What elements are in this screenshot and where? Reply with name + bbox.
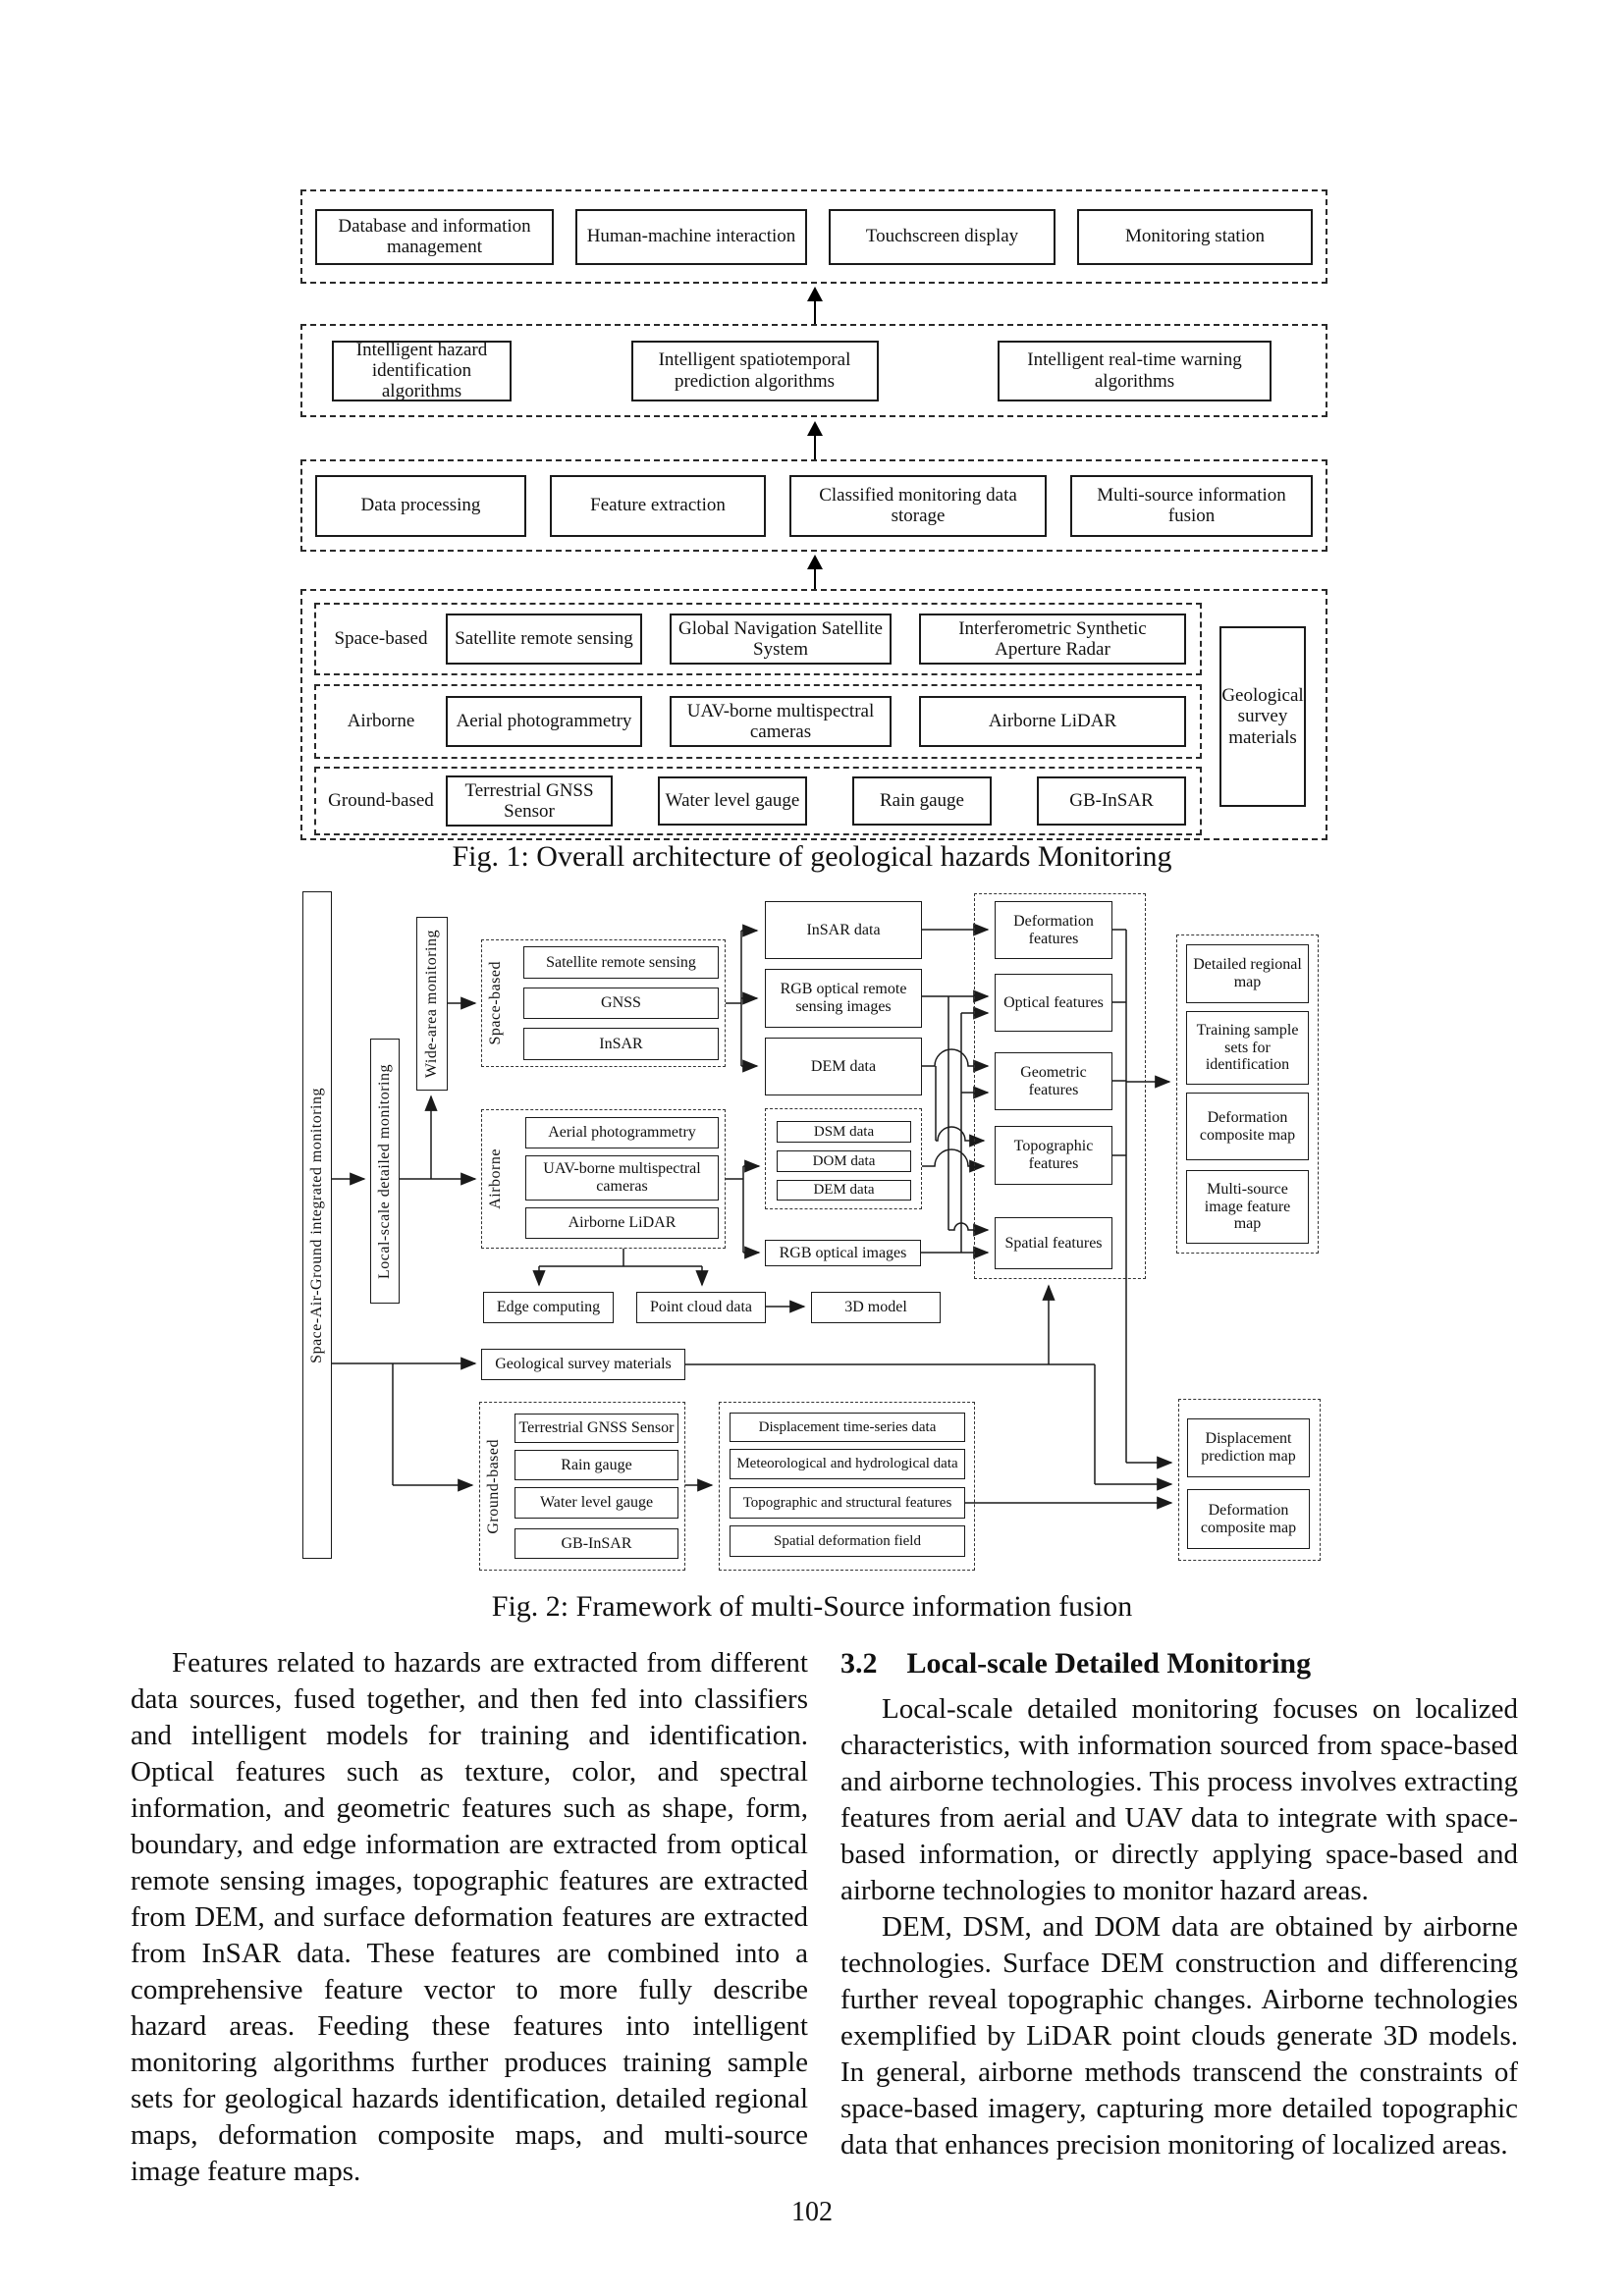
fig1-box-airborne-lidar: Airborne LiDAR — [919, 696, 1186, 747]
fig2-box-satellite-rs: Satellite remote sensing — [523, 946, 719, 979]
fig2-box-gnss: GNSS — [523, 988, 719, 1019]
fig1-box-rain-gauge: Rain gauge — [852, 776, 992, 826]
fig2-box-deformation-composite-map-2: Deformation composite map — [1187, 1489, 1310, 1549]
fig1-box-hazard-identification: Intelligent hazard identification algorithms — [332, 341, 512, 401]
fig2-box-deformation-composite-map: Deformation composite map — [1186, 1093, 1309, 1160]
fig2-box-spatial-features: Spatial features — [995, 1217, 1112, 1269]
section-heading — [840, 1645, 1518, 1682]
fig2-box-displacement-timeseries: Displacement time-series data — [730, 1413, 965, 1442]
fig2-box-dem-data-2: DEM data — [777, 1180, 911, 1201]
fig2-box-edge-computing: Edge computing — [483, 1292, 614, 1323]
fig2-box-aerial-photo: Aerial photogrammetry — [525, 1117, 719, 1148]
fig1-algorithm-layer — [300, 324, 1327, 417]
fig2-rail-local-scale-label: Local-scale detailed monitoring — [376, 1063, 394, 1279]
fig2-box-displacement-prediction-map: Displacement prediction map — [1187, 1418, 1310, 1477]
fig1-box-water-level: Water level gauge — [658, 776, 807, 826]
fig1-box-hmi: Human-machine interaction — [575, 209, 807, 265]
fig2-box-rgb-images: RGB optical images — [765, 1240, 921, 1266]
fig2-box-meteo-hydro-data: Meteorological and hydrological data — [730, 1449, 965, 1479]
fig2-box-detailed-regional-map: Detailed regional map — [1186, 944, 1309, 1003]
fig1-sensing-layer — [300, 589, 1327, 840]
fig2-box-optical-features: Optical features — [995, 974, 1112, 1032]
fig1-data-layer — [300, 459, 1327, 552]
fig2-box-water-level: Water level gauge — [514, 1487, 678, 1519]
up-arrow-icon — [807, 287, 823, 325]
fig2-box-topographic-features: Topographic features — [995, 1126, 1112, 1185]
fig2-box-rgb-remote: RGB optical remote sensing images — [765, 969, 922, 1028]
section-number: 3.2 — [840, 1647, 878, 1680]
fig1-box-data-processing: Data processing — [315, 475, 526, 537]
up-arrow-icon — [807, 555, 823, 589]
fig1-ground-based-row — [314, 767, 1202, 835]
fig2-box-training-sample-sets: Training sample sets for identification — [1186, 1011, 1309, 1085]
up-arrow-icon — [807, 421, 823, 459]
fig2-rail-local-scale — [370, 1039, 400, 1304]
fig1-box-database: Database and information management — [315, 209, 554, 265]
fig1-box-touchscreen: Touchscreen display — [829, 209, 1056, 265]
fig2-airborne-label: Airborne — [487, 1148, 504, 1209]
fig1-box-realtime-warning: Intelligent real-time warning algorithms — [998, 341, 1272, 401]
fig1-box-monitoring-station: Monitoring station — [1077, 209, 1313, 265]
fig2-box-uav-cameras: UAV-borne multispectral cameras — [525, 1155, 719, 1201]
fig2-box-insar: InSAR — [523, 1028, 719, 1060]
body-left-column — [131, 1645, 808, 2190]
fig2-rail-integrated-label: Space-Air-Ground integrated monitoring — [308, 1087, 326, 1363]
fig1-box-insar-full: Interferometric Synthetic Aperture Radar — [919, 614, 1186, 665]
fig2-box-airborne-lidar: Airborne LiDAR — [525, 1207, 719, 1239]
fig1-airborne-row — [314, 684, 1202, 759]
fig2-box-dom-data: DOM data — [777, 1150, 911, 1172]
fig1-box-classified-storage: Classified monitoring data storage — [789, 475, 1047, 537]
fig2-box-gb-insar: GB-InSAR — [514, 1528, 678, 1559]
fig1-space-based-label: Space-based — [334, 628, 428, 649]
right-paragraph-1: Local-scale detailed monitoring focuses on localized characteristics, with information sourced from space-based and airborne technologies. This process involves extracting features from aerial and UAV data to integrate with space-based information, or directly applying space-based and airborne technologies to monitor hazard areas. — [840, 1693, 1518, 1907]
fig2-box-deformation-features: Deformation features — [995, 901, 1112, 959]
fig1-box-aerial-photo: Aerial photogrammetry — [446, 696, 642, 747]
fig1-box-info-fusion: Multi-source information fusion — [1070, 475, 1313, 537]
page-number: 102 — [791, 2197, 833, 2227]
fig2-caption: Fig. 2: Framework of multi-Source information fusion — [491, 1590, 1133, 1623]
fig1-box-feature-extraction: Feature extraction — [550, 475, 766, 537]
fig2-box-point-cloud: Point cloud data — [636, 1292, 766, 1323]
section-title: Local-scale Detailed Monitoring — [906, 1647, 1312, 1680]
fig1-box-satellite-rs: Satellite remote sensing — [446, 614, 642, 665]
fig2-box-geo-survey: Geological survey materials — [481, 1349, 685, 1380]
fig1-box-gnss-system: Global Navigation Satellite System — [670, 614, 892, 665]
fig2-box-dem-data: DEM data — [765, 1038, 922, 1095]
fig1-space-based-row — [314, 603, 1202, 675]
fig2-box-3d-model: 3D model — [811, 1292, 941, 1323]
left-paragraph: Features related to hazards are extracted from different data sources, fused together, and then fed into classifiers and intelligent models for training and identification. Optical features such as texture, color, and spectral information, and geometric features such as shape, form, boundary, and edge information are extracted from optical remote sensing images, topographic features are extracted from DEM, and surface deformation features are extracted from InSAR data. These features are combined into a comprehensive feature vector to more fully describe hazard areas. Feeding these features into intelligent monitoring algorithms further produces training sample sets for geological hazards identification, detailed regional maps, deformation composite maps, and multi-source image feature maps. — [131, 1647, 808, 2187]
fig2-box-spatial-deformation-field: Spatial deformation field — [730, 1525, 965, 1557]
body-right-column — [840, 1645, 1518, 2163]
fig1-box-geological-survey: Geological survey materials — [1219, 626, 1306, 807]
fig2-box-geometric-features: Geometric features — [995, 1052, 1112, 1110]
figure-2-diagram — [295, 883, 1326, 1582]
fig1-ground-based-label: Ground-based — [328, 790, 434, 811]
fig1-box-terrestrial-gnss: Terrestrial GNSS Sensor — [446, 775, 613, 827]
fig2-rail-integrated — [302, 891, 332, 1559]
fig2-box-terrestrial-gnss: Terrestrial GNSS Sensor — [514, 1414, 678, 1443]
fig1-box-spatiotemporal: Intelligent spatiotemporal prediction algorithms — [631, 341, 879, 401]
fig2-ground-based-label: Ground-based — [485, 1438, 502, 1534]
fig2-box-insar-data: InSAR data — [765, 901, 922, 959]
right-paragraph-2: DEM, DSM, and DOM data are obtained by airborne technologies. Surface DEM construction and differencing further reveal topographic changes. Airborne technologies exemplified by LiDAR point clouds generate 3D models. In general, airborne methods transcend the constraints of space-based imagery, capturing more detailed topographic data that enhances precision monitoring of localized areas. — [840, 1911, 1518, 2161]
fig2-space-based-label: Space-based — [487, 961, 504, 1045]
figure-1-diagram — [300, 187, 1327, 842]
fig2-box-rain-gauge: Rain gauge — [514, 1450, 678, 1480]
fig1-box-uav-cameras: UAV-borne multispectral cameras — [670, 696, 892, 747]
fig1-application-layer — [300, 189, 1327, 284]
fig1-caption: Fig. 1: Overall architecture of geological hazards Monitoring — [452, 840, 1172, 873]
fig2-rail-wide-area — [416, 917, 448, 1091]
fig2-box-dsm-data: DSM data — [777, 1121, 911, 1143]
fig1-box-gb-insar: GB-InSAR — [1037, 776, 1186, 826]
fig2-box-topo-structural-features: Topographic and structural features — [730, 1487, 965, 1519]
fig1-airborne-label: Airborne — [347, 711, 415, 731]
fig2-box-multisource-feature-map: Multi-source image feature map — [1186, 1170, 1309, 1244]
fig2-rail-wide-area-label: Wide-area monitoring — [423, 929, 441, 1079]
